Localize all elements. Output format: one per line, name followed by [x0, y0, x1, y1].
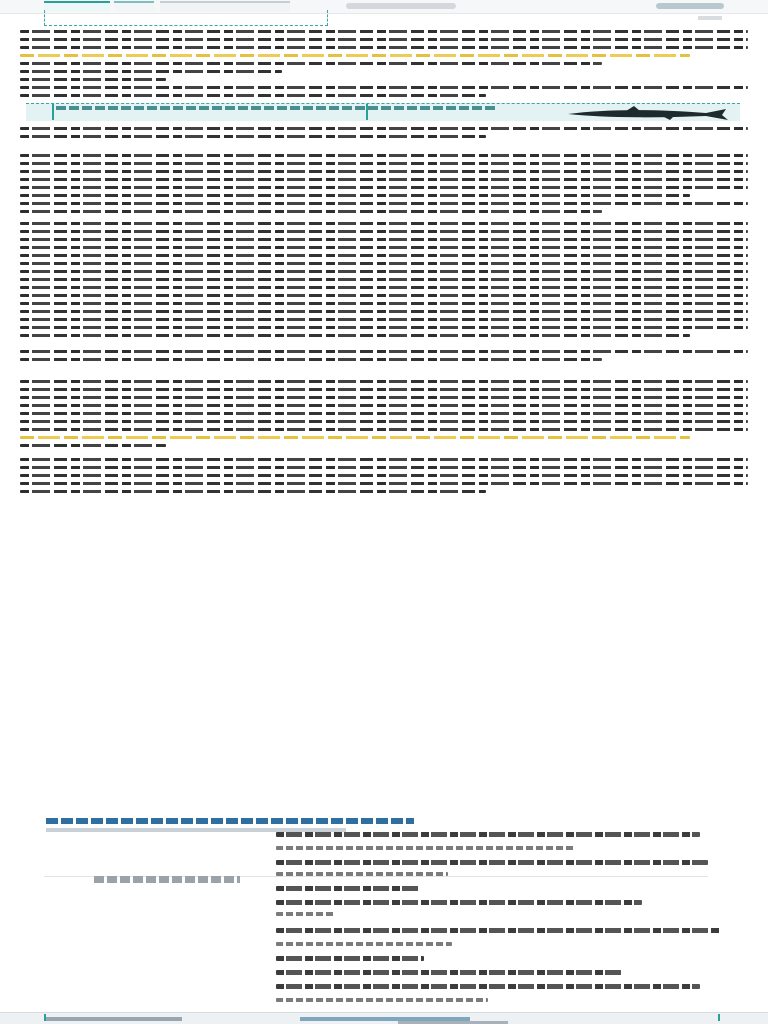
list-item-detail — [276, 998, 488, 1002]
header-action[interactable] — [698, 16, 722, 20]
list-item[interactable] — [276, 886, 420, 891]
page-meta — [46, 20, 306, 25]
article-paragraph — [20, 222, 748, 342]
list-item[interactable] — [276, 970, 622, 975]
list-item-detail — [276, 872, 448, 876]
article-paragraph — [20, 30, 748, 102]
list-item[interactable] — [276, 928, 720, 933]
article-paragraph — [20, 458, 748, 498]
list-item[interactable] — [276, 832, 700, 837]
page-title — [46, 12, 442, 18]
list-item-detail — [276, 942, 452, 946]
list-left-label — [94, 876, 240, 883]
list-item[interactable] — [276, 900, 642, 905]
article-paragraph — [20, 127, 748, 143]
status-left[interactable] — [46, 1017, 182, 1021]
article-paragraph — [20, 350, 748, 366]
status-bar — [0, 1012, 768, 1024]
info-strip-text — [56, 106, 496, 110]
status-marker — [718, 1014, 720, 1021]
article-paragraph — [20, 154, 748, 218]
toolbar-control[interactable] — [346, 3, 456, 9]
list-item[interactable] — [276, 984, 700, 989]
list-item-detail — [276, 846, 576, 850]
toolbar-button[interactable] — [656, 3, 724, 9]
fish-graphic-icon — [566, 105, 730, 121]
article-paragraph — [20, 380, 748, 452]
list-item-detail — [276, 912, 334, 916]
list-heading[interactable] — [46, 818, 414, 824]
list-item[interactable] — [276, 860, 708, 865]
list-item[interactable] — [276, 956, 424, 961]
